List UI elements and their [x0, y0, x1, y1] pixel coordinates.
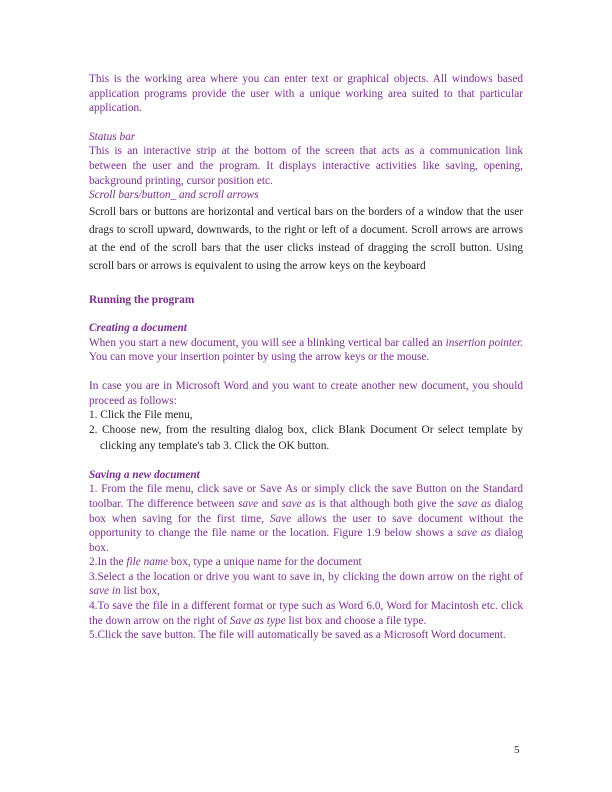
spacer [89, 116, 523, 130]
text-run: list box and choose a file type. [285, 614, 427, 627]
text-run: 4.To save the file in a different format or type such as Word 6.0, Word for Macintosh etc. click the down arrow on the right of [89, 600, 523, 627]
text-run: 3.Select a the location or drive you want to save in, by clicking the down arrow on the right of [89, 570, 523, 583]
save-as-term: save as [456, 527, 491, 540]
text-run: list box, [120, 585, 160, 598]
text-run: and [258, 497, 282, 510]
spacer [89, 307, 523, 321]
save-step-3 [89, 570, 523, 599]
save-as-type-term: Save as type [229, 614, 286, 627]
new-document-intro-paragraph: In case you are in Microsoft Word and you want to create another new document, you should proceed as follows: [89, 379, 523, 407]
save-in-term: save in [89, 585, 121, 598]
spacer [89, 276, 523, 293]
save-step-2 [89, 555, 523, 570]
running-program-heading: Running the program [89, 293, 195, 306]
status-bar-heading: Status bar [89, 130, 136, 143]
save-step-5: 5.Click the save button. The file will automatically be saved as a Microsoft Word document. [89, 629, 506, 642]
status-bar-paragraph: This is an interactive strip at the bottom of the screen that acts as a communication link between the user and the program. It displays interactive activities like saving, opening, background printing, cursor position etc. [89, 145, 523, 187]
page-content [89, 72, 523, 643]
save-as-term: save as [457, 497, 492, 510]
saving-document-heading [89, 468, 523, 483]
save-step-4 [89, 599, 523, 628]
insertion-pointer-paragraph [89, 336, 523, 365]
save-term: Save [269, 512, 292, 525]
scroll-bars-paragraph: Scroll bars or buttons are horizontal and vertical bars on the borders of a window that the user drags to scroll upward, downwards, to the right or left of a document. Scroll arrows are arrows at the end of the scroll bars that the user clicks instead of dragging the scroll button. Using scroll bars or arrows is equivalent to using the arrow keys on the keyboard [89, 205, 523, 273]
page-number: 5 [514, 744, 520, 756]
scroll-bars-heading: Scroll bars/button_ and scroll arrows [89, 189, 259, 202]
spacer [89, 454, 523, 468]
spacer [89, 365, 523, 379]
insertion-pointer-term: insertion pointer. [445, 336, 523, 349]
text-run: allows the user to save document without the opportunity to change the file name or the location. Figure 1.9 below shows a [89, 512, 523, 540]
text-run: is that although both give the [315, 497, 458, 510]
text-run: When you start a new document, you will see a blinking vertical bar called an [89, 336, 446, 349]
create-step-2: 2. Choose new, from the resulting dialog box, click Blank Document Or select template by clicking any template's tab 3. Click the OK button. [89, 424, 523, 452]
save-step-1 [89, 482, 523, 555]
text-run: 1. From the file menu, click save or Save As or simply click the save Button on the Standard toolbar. The difference between [89, 483, 523, 510]
working-area-paragraph: This is the working area where you can enter text or graphical objects. All windows based application programs provide the user with a unique working area suited to that particular application. [89, 73, 523, 115]
file-name-term: file name [126, 556, 169, 569]
text-run: dialog box. [89, 527, 523, 554]
heading-run: new document [132, 468, 200, 481]
creating-document-heading: Creating a document [89, 322, 187, 335]
text-run: dialog box when saving for the first time, [89, 497, 523, 525]
create-step-1: 1. Click the File menu, [89, 409, 193, 422]
text-run: You can move your insertion pointer by using the arrow keys or the mouse. [89, 351, 430, 364]
text-run: 2.In the [89, 556, 127, 569]
text-run: box, type a unique name for the document [168, 556, 362, 569]
save-as-term: save as [281, 497, 316, 510]
save-term: save [238, 497, 259, 510]
heading-run: Saving a [89, 468, 133, 481]
